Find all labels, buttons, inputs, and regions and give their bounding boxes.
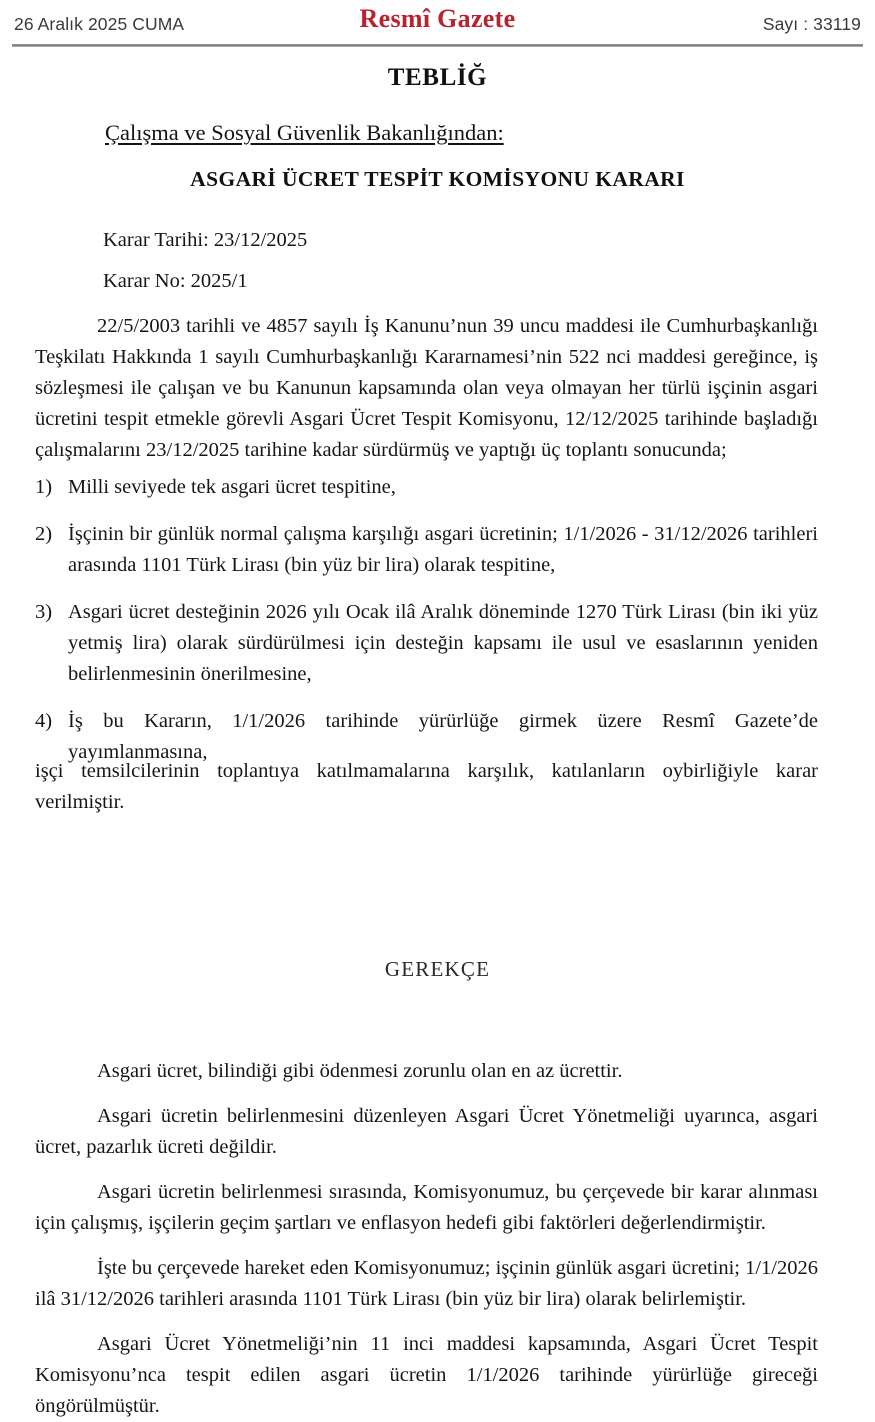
list-item-text: İş bu Kararın, 1/1/2026 tarihinde yürürlüğe girmek üzere Resmî Gazete’de yayımlanmasına,	[68, 710, 818, 763]
list-item	[35, 519, 818, 581]
list-item-marker: 3)	[35, 601, 53, 623]
rationale-paragraph: Asgari Ücret Yönetmeliği’nin 11 inci maddesi kapsamında, Asgari Ücret Tespit Komisyonu’nca tespit edilen asgari ücretin 1/1/2026 tarihinde yürürlüğe gireceği öngörülmüştür.	[35, 1333, 818, 1417]
rationale-heading: GEREKÇE	[384, 957, 491, 981]
list-item	[35, 597, 818, 690]
list-item-text: İşçinin bir günlük normal çalışma karşılığı asgari ücretinin; 1/1/2026 - 31/12/2026 tarihleri arasında 1101 Türk Lirası (bin yüz bir lira) olarak tespitine,	[68, 523, 818, 576]
decision-title: ASGARİ ÜCRET TESPİT KOMİSYONU KARARI	[190, 167, 685, 191]
issue-number: Sayı : 33119	[762, 13, 861, 34]
rationale-block	[35, 1056, 818, 1422]
issuing-authority: Çalışma ve Sosyal Güvenlik Bakanlığından:	[105, 120, 504, 145]
list-item	[35, 472, 818, 503]
masthead-row	[14, 10, 861, 38]
list-item-marker: 1)	[35, 476, 53, 498]
closing-block	[35, 756, 818, 818]
decision-number: Karar No: 2025/1	[103, 270, 248, 292]
closing-paragraph: işçi temsilcilerinin toplantıya katılmamalarına karşılık, katılanların oybirliğiyle karar verilmiştir.	[35, 760, 818, 813]
list-item-text: Milli seviyede tek asgari ücret tespitine,	[68, 476, 396, 498]
rationale-paragraph: Asgari ücret, bilindiği gibi ödenmesi zorunlu olan en az ücrettir.	[97, 1060, 623, 1082]
rationale-paragraph: İşte bu çerçevede hareket eden Komisyonumuz; işçinin günlük asgari ücretini; 1/1/2026 ilâ 31/12/2026 tarihleri arasında 1101 Türk Lirası (bin yüz bir lira) olarak belirlemiştir.	[35, 1257, 818, 1310]
list-item-marker: 4)	[35, 710, 53, 732]
masthead	[0, 0, 875, 46]
rationale-paragraph: Asgari ücretin belirlenmesi sırasında, Komisyonumuz, bu çerçevede bir karar alınması için çalışmış, işçilerin geçim şartları ve enflasyon hedefi gibi faktörleri değerlendirmiştir.	[35, 1181, 818, 1234]
decision-date: Karar Tarihi: 23/12/2025	[103, 229, 308, 251]
list-item-text: Asgari ücret desteğinin 2026 yılı Ocak ilâ Aralık döneminde 1270 Türk Lirası (bin iki yüz yetmiş lira) olarak sürdürülmesi için desteğin kapsamı ile usul ve esaslarının yeniden belirlenmesinin önerilmesine,	[68, 601, 818, 685]
rationale-paragraph: Asgari ücretin belirlenmesini düzenleyen Asgari Ücret Yönetmeliği uyarınca, asgari ücret, pazarlık ücreti değildir.	[35, 1105, 818, 1158]
list-item-marker: 2)	[35, 523, 53, 545]
publication-date: 26 Aralık 2025 CUMA	[14, 13, 185, 34]
intro-paragraph: 22/5/2003 tarihli ve 4857 sayılı İş Kanunu’nun 39 uncu maddesi ile Cumhurbaşkanlığı Teşkilatı Hakkında 1 sayılı Cumhurbaşkanlığı Kararnamesi’nin 522 nci maddesi gereğince, iş sözleşmesi ile çalışan ve bu Kanunun kapsamında olan veya olmayan her türlü işçinin asgari ücretini tespit etmekle görevli Asgari Ücret Tespit Komisyonu, 12/12/2025 tarihinde başladığı çalışmalarını 23/12/2025 tarihine kadar sürdürmüş ve yaptığı üç toplantı sonucunda;	[35, 315, 818, 461]
masthead-divider	[12, 44, 863, 47]
decision-list	[35, 472, 818, 768]
gazette-title: Resmî Gazete	[359, 4, 516, 33]
document-type-heading: TEBLİĞ	[387, 64, 488, 91]
intro-block	[35, 311, 818, 466]
